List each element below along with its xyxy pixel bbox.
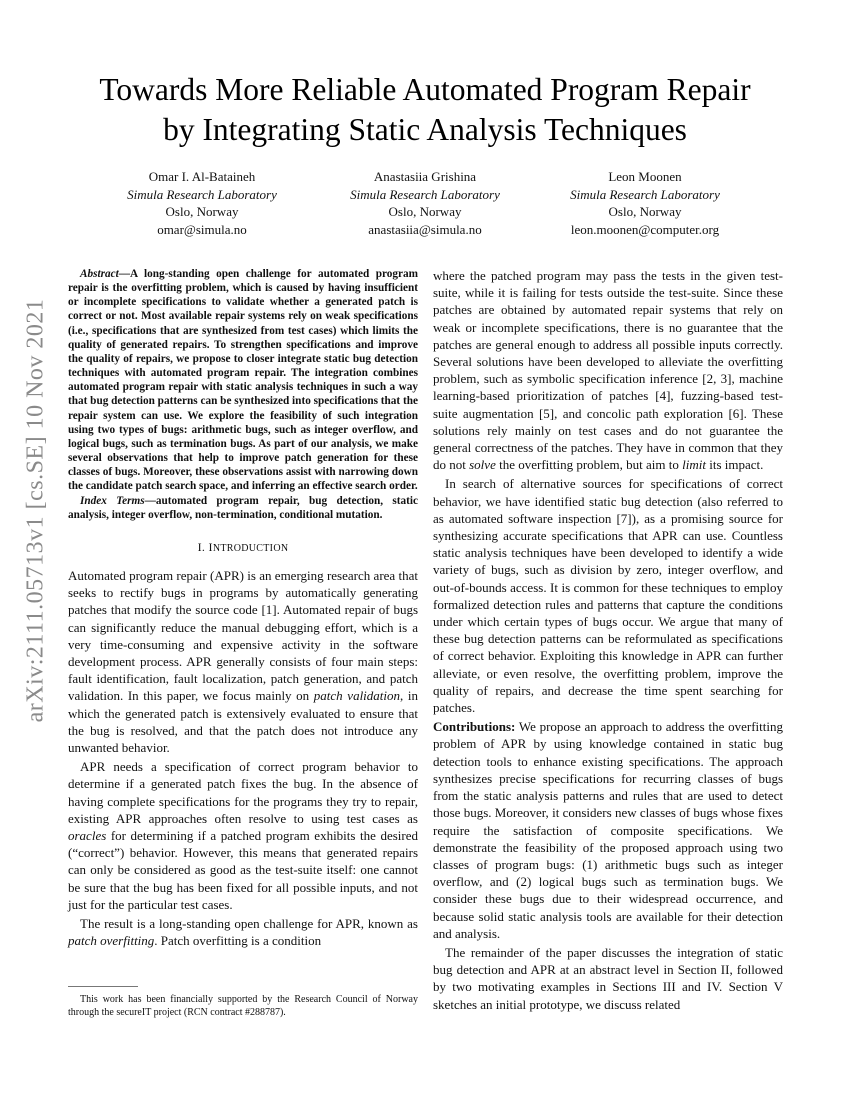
intro-paragraph-6: The remainder of the paper discusses the integration of static bug detection and APR at an abstract level in Section II, followed by two motivating examples in Sections III and IV. Section V sketches an initial prototype, we discuss related — [433, 944, 783, 1012]
contributions-label: Contributions: — [433, 719, 516, 735]
intro-paragraph-1: Automated program repair (APR) is an emerging research area that seeks to rectify bugs in programs by automatically generating patches that modify the source code [1]. Automated repair of bugs can significantly reduce the manual debugging effort, which is a very time-consuming and expensive activity in the software development process. APR generally consists of four main steps: fault identification, fault localization, patch generation, and patch validation. In this paper, we focus mainly on patch validation, in which the generated patch is extensively evaluated to ensure that the bug is resolved, and that the patch does not introduce any unwanted behavior. — [68, 568, 418, 756]
arxiv-id-text: arXiv:2111.05713v1 [cs.SE] 10 Nov 2021 — [22, 298, 49, 722]
title-line-1: Towards More Reliable Automated Program Repair — [99, 72, 751, 107]
footnote-rule — [68, 986, 138, 987]
right-column — [433, 267, 783, 1013]
author-location: Oslo, Norway — [165, 204, 239, 219]
author-email: omar@simula.no — [157, 221, 247, 237]
intro-paragraph-3: The result is a long-standing open challenge for APR, known as patch overfitting. Patch overfitting is a condition — [68, 916, 418, 949]
author-email: anastasiia@simula.no — [368, 221, 482, 237]
intro-paragraph-4: where the patched program may pass the tests in the given test-suite, while it is failing for tests outside the test-suite. Since these patches are obtained by automated repair systems that rely on weak or incomplete specifications, there is no guarantee that the patches are general enough to address all possible inputs correctly. Several solutions have been developed to alleviate the overfitting problem, such as symbolic specification inference [2, 3], machine learning-based prioritization of patches [4], fuzzing-based test-suite augmentation [5], and concolic path exploration [6]. These solutions rely mainly on test cases and do not guarantee the general correctness of the patches. They have in common that they do not solve the overfitting problem, but aim to limit its impact. — [433, 268, 783, 473]
author-affiliation: Simula Research Laboratory — [350, 186, 500, 202]
abstract-label: Abstract — [80, 268, 119, 280]
section-heading-introduction: I. INTRODUCTION — [197, 539, 289, 554]
author-affiliation: Simula Research Laboratory — [127, 186, 277, 202]
author-affiliation: Simula Research Laboratory — [570, 186, 720, 202]
intro-paragraph-5: In search of alternative sources for specifications of correct behavior, we have identified static bug detection (also referred to as automated software inspection [7]), as a promising source for synthesizing accurate specifications that APR can use. Countless static analysis techniques have been developed to identify a wide variety of bugs, such as division by zero, integer overflow, and out-of-bounds access. It is common for these techniques to employ formalized detection rules and patterns that capture the conditions under which certain types of bugs occur. We argue that many of these bug detection patterns can be reformulated as specifications of correct behavior. Exploiting this knowledge in APR can further alleviate, or even resolve, the overfitting problem, improve the quality of repairs, and decrease the time spent searching for patches. — [433, 476, 783, 716]
author-2 — [315, 168, 535, 238]
index-terms — [68, 494, 418, 522]
author-block — [0, 168, 850, 248]
footnote: This work has been financially supported by the Research Council of Norway through the secureIT project (RCN contract #288787). — [68, 994, 418, 1018]
author-location: Oslo, Norway — [608, 204, 682, 219]
arxiv-identifier-stamp — [8, 270, 64, 750]
paper-title — [0, 70, 850, 150]
intro-paragraph-2: APR needs a specification of correct program behavior to determine if a generated patch fixes the bug. In the absence of having complete specifications for the programs they try to repair, existing APR approaches often resolve to using test cases as oracles for determining if a patched program exhibits the desired (“correct”) behavior. However, this means that generated repairs can only be considered as good as the test-suite itself: one cannot be sure that the bug has been fixed for all possible inputs, and not just for the particular test cases. — [68, 759, 418, 912]
contributions-paragraph: Contributions: We propose an approach to address the overfitting problem of APR by using knowledge contained in static bug detection tools to enhance existing specifications. The approach synthesizes precise specifications for recurring classes of bugs from the static analysis patterns and rules that are used to detect those bugs. Moreover, it considers new classes of bugs whose fixes require the satisfaction of composite specifications. We demonstrate the feasibility of the proposed approach using two classes of program bugs: (1) arithmetic bugs such as integer overflow, and (2) logical bugs such as termination bugs. We consider these bugs due to their widespread occurrence, and because solid static analysis tools are available for their detection and analysis. — [433, 719, 783, 941]
title-line-2: by Integrating Static Analysis Techniques — [163, 112, 687, 147]
author-3 — [535, 168, 755, 238]
abstract — [68, 267, 418, 494]
index-terms-label: Index Terms — [80, 494, 145, 507]
author-1 — [92, 168, 312, 238]
author-name: Omar I. Al-Bataineh — [148, 169, 256, 184]
author-name: Anastasiia Grishina — [373, 169, 477, 184]
left-column — [68, 267, 418, 949]
author-email: leon.moonen@computer.org — [570, 221, 720, 237]
author-location: Oslo, Norway — [388, 204, 462, 219]
author-name: Leon Moonen — [608, 169, 682, 184]
abstract-text: —A long-standing open challenge for automated program repair is the overfitting problem, which is caused by having insufficient or incomplete specifications to validate whether a generated patch is correct or not. Most available repair systems rely on weak specifications (i.e., specifications that are synthesized from test cases) which limits the quality of generated repairs. To strengthen specifications and improve the quality of repairs, we propose to closer integrate static bug detection techniques with automated program repair. The integration combines automated program repair with static analysis techniques in such a way that bug detection patterns can be synthesized into specifications that the repair system can use. We explore the feasibility of such integration using two types of bugs: arithmetic bugs, such as integer overflow, and logical bugs, such as termination bugs. As part of our analysis, we make several observations that help to improve patch generation for these classes of bugs. Moreover, these observations assist with narrowing down the candidate patch search space, and inferring an effective search order. — [68, 268, 418, 493]
index-terms-text: —automated program repair, bug detection, static analysis, integer overflow, non-termination, conditional mutation. — [68, 494, 418, 521]
